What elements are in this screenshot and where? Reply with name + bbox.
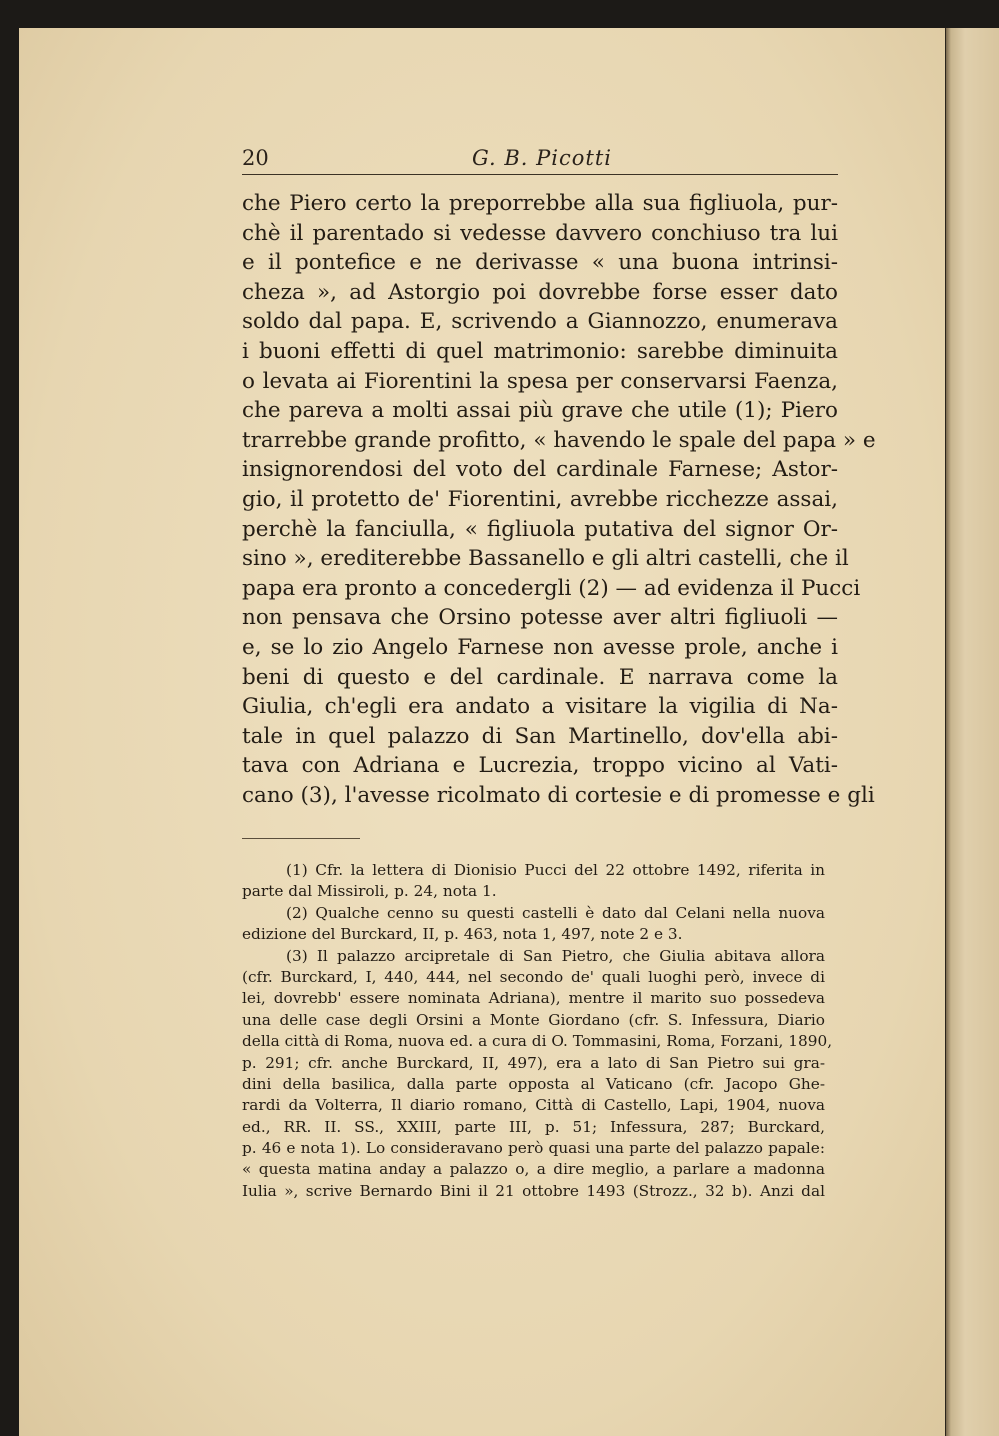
page-number: 20: [242, 146, 269, 170]
body-line: e, se lo zio Angelo Farnese non avesse prole, anche i: [242, 634, 838, 660]
footnote-3-line: (cfr. Burckard, I, 440, 444, nel secondo de' quali luoghi però, invece di: [242, 967, 825, 986]
body-line: papa era pronto a concedergli (2) — ad evidenza il Pucci: [242, 575, 861, 601]
body-line: sino », erediterebbe Bassanello e gli altri castelli, che il: [242, 546, 849, 572]
footnote-3-line: della città di Roma, nuova ed. a cura di O. Tommasini, Roma, Forzani, 1890,: [242, 1032, 833, 1051]
body-line: tale in quel palazzo di San Martinello, dov'ella abi-: [242, 723, 838, 749]
footnote-3-line: una delle case degli Orsini a Monte Giordano (cfr. S. Infessura, Diario: [242, 1010, 825, 1029]
body-line: perchè la fanciulla, « figliuola putativa del signor Or-: [242, 516, 838, 542]
body-line: Giulia, ch'egli era andato a visitare la vigilia di Na-: [242, 694, 838, 720]
footnote-3-line: Iulia », scrive Bernardo Bini il 21 ottobre 1493 (Strozz., 32 b). Anzi dal: [242, 1181, 825, 1200]
body-line: o levata ai Fiorentini la spesa per conservarsi Faenza,: [242, 368, 838, 394]
body-line: non pensava che Orsino potesse aver altri figliuoli —: [242, 605, 838, 631]
footnote-3-line: p. 291; cfr. anche Burckard, II, 497), era a lato di San Pietro sui gra-: [242, 1053, 825, 1072]
body-line: cano (3), l'avesse ricolmato di cortesie e di promesse e gli: [242, 782, 875, 808]
footnote-2-line: (2) Qualche cenno su questi castelli è dato dal Celani nella nuova: [286, 903, 825, 922]
body-line: soldo dal papa. E, scrivendo a Giannozzo, enumerava: [242, 309, 838, 335]
facing-page-edge: [945, 28, 999, 1436]
body-text: [242, 189, 876, 810]
body-line: che pareva a molti assai più grave che utile (1); Piero: [242, 398, 838, 424]
footnote-separator: [242, 838, 360, 839]
footnotes: [242, 860, 833, 1202]
body-line: cheza », ad Astorgio poi dovrebbe forse esser dato: [242, 279, 838, 305]
page-header: [242, 140, 838, 175]
footnote-1-line: parte dal Missiroli, p. 24, nota 1.: [242, 882, 497, 901]
footnote-3-line: p. 46 e nota 1). Lo consideravano però quasi una parte del palazzo papale:: [242, 1139, 825, 1158]
body-line: insignorendosi del voto del cardinale Farnese; Astor-: [242, 457, 838, 483]
body-line: chè il parentado si vedesse davvero conchiuso tra lui: [242, 220, 838, 246]
running-head: G. B. Picotti: [472, 146, 613, 170]
footnote-1-line: (1) Cfr. la lettera di Dionisio Pucci del 22 ottobre 1492, riferita in: [286, 861, 825, 879]
footnote-3-line: ed., RR. II. SS., XXIII, parte III, p. 51; Infessura, 287; Burckard,: [242, 1117, 825, 1136]
footnote-3-line: (3) Il palazzo arcipretale di San Pietro, che Giulia abitava allora: [286, 946, 825, 965]
footnote-3-line: dini della basilica, dalla parte opposta al Vaticano (cfr. Jacopo Ghe-: [242, 1074, 825, 1093]
body-line: trarrebbe grande profitto, « havendo le spale del papa » e: [242, 427, 876, 453]
body-line: beni di questo e del cardinale. E narrava come la: [242, 664, 838, 690]
footnote-3-line: lei, dovrebb' essere nominata Adriana), mentre il marito suo possedeva: [242, 989, 825, 1008]
body-line: gio, il protetto de' Fiorentini, avrebbe ricchezze assai,: [242, 486, 838, 512]
footnote-3-line: rardi da Volterra, Il diario romano, Città di Castello, Lapi, 1904, nuova: [242, 1096, 825, 1115]
body-line: che Piero certo la preporrebbe alla sua figliuola, pur-: [242, 191, 838, 216]
body-line: e il pontefice e ne derivasse « una buona intrinsi-: [242, 250, 838, 276]
body-line: i buoni effetti di quel matrimonio: sarebbe diminuita: [242, 338, 838, 364]
footnote-3-line: « questa matina anday a palazzo o, a dire meglio, a parlare a madonna: [242, 1160, 825, 1179]
body-line: tava con Adriana e Lucrezia, troppo vicino al Vati-: [242, 753, 838, 779]
footnote-2-line: edizione del Burckard, II, p. 463, nota 1, 497, note 2 e 3.: [242, 925, 683, 944]
